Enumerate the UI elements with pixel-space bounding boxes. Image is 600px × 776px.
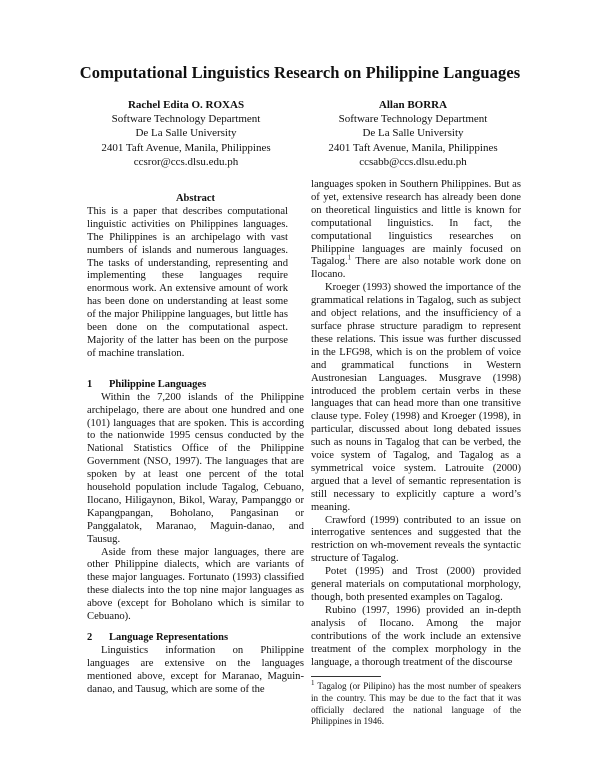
author-address: 2401 Taft Avenue, Manila, Philippines — [101, 141, 271, 154]
left-column — [87, 193, 304, 697]
section-title: Philippine Languages — [109, 378, 207, 390]
author-name: Rachel Edita O. ROXAS — [127, 99, 245, 111]
author-email: ccsabb@ccs.dlsu.edu.ph — [359, 155, 467, 168]
paragraph: Linguistics information on Philippine languages are extensive on the languages mentioned above, except for Maranao, Maguin-danao, and Tausug, which are some of the — [87, 644, 304, 695]
abstract-text: This is a paper that describes computational linguistic activities on Philippines languages. The Philippines is an archipelago with vast numbers of islands and numerous languages. The tasks of understanding, representing and implementing these languages require enormous work. An extensive amount of work has been done on understanding at least some of the major Philippine languages, but little has been done on the computational aspect. Majority of the latter has been on the purpose of machine translation. — [87, 205, 288, 359]
paragraph: Rubino (1997, 1996) provided an in-depth analysis of Ilocano. Among the major contributions of the work include an extensive treatment of the complex morphology in the language, a thorough treatment of the discourse — [311, 604, 521, 668]
footnote-text: Tagalog (or Pilipino) has the most number of speakers in the country. This may be due to the fact that it was officially declared the national language of the Philippines in 1946. — [311, 681, 521, 727]
author-department: Software Technology Department — [111, 113, 261, 126]
author-department: Software Technology Department — [338, 113, 488, 126]
section-title: Language Representations — [109, 632, 229, 643]
author-block-2 — [278, 98, 548, 169]
author-address: 2401 Taft Avenue, Manila, Philippines — [328, 141, 498, 154]
section-heading — [87, 632, 304, 645]
author-university: De La Salle University — [362, 127, 464, 140]
author-name: Allan BORRA — [378, 99, 448, 111]
paragraph-text: languages spoken in Southern Philippines. But as of yet, extensive research has already been done on theoretical linguistics and little is known for computational linguistics. In fact, the computational linguistics researches on Philippine languages are mainly focused on Tagalog. — [311, 179, 521, 268]
footnote-reference: 1 — [347, 253, 352, 262]
right-column — [311, 179, 521, 728]
abstract-heading: Abstract — [175, 193, 216, 204]
paragraph-text: There are also notable work done on Ilocano. — [311, 256, 521, 281]
paragraph: Within the 7,200 islands of the Philippine archipelago, there are about one hundred and one (101) languages that are spoken. This is according to the nationwide 1995 census conducted by the National Statistics Office of the Philippine Government (NSO, 1997). The languages that are spoken by at least one percent of the total household population include Tagalog, Cebuano, Ilocano, Hiligaynon, Bikol, Waray, Pampanggo or Kapangpangan, Boholano, Pangasinan or Panggalatok, Maranao, Maguin-danao, and Tausug. — [87, 391, 304, 545]
footnote — [311, 681, 521, 727]
paragraph: Potet (1995) and Trost (2000) provided general materials on computational morphology, though, both presented examples on Tagalog. — [311, 566, 521, 603]
footnote-divider — [311, 676, 381, 677]
author-university: De La Salle University — [135, 127, 237, 140]
paragraph: Aside from these major languages, there are other Philippine dialects, which are variants of these major languages. Fortunato (1993) classified these dialects into the top nine major languages as above (except for Boholano which is similar to Cebuano). — [87, 546, 304, 623]
section-number: 2 — [87, 632, 93, 643]
paragraph — [311, 179, 521, 282]
footnote-mark: 1 — [311, 679, 315, 688]
paragraph: Crawford (1999) contributed to an issue on interrogative sentences and suggested that the restriction on wh-movement reveals the syntactic structure of Tagalog. — [311, 514, 521, 565]
section-heading — [87, 379, 304, 392]
paper-title: Computational Linguistics Research on Philippine Languages — [79, 63, 521, 82]
paragraph: Kroeger (1993) showed the importance of the grammatical relations in Tagalog, such as subject and object relations, and the insufficiency of a surface phrase structure paradigm to represent these relations. This issue was further discussed in the LFG98, which is on the problem of voice and grammatical functions in Western Austronesian Languages. Musgrave (1998) introduced the problem certain verbs in these languages that can head more than one transitive clause type. Foley (1998) and Kroeger (1998), in particular, discussed about long debated issues such as nouns in Tagalog that can be verbed, the voice system of Tagalog, and Tagalog as a symmetrical voice system. Latrouite (2000) argued that a level of semantic representation is still necessary to explicitly capture a word’s meaning. — [311, 282, 521, 513]
section-number: 1 — [87, 378, 93, 390]
author-email: ccsror@ccs.dlsu.edu.ph — [133, 155, 239, 168]
